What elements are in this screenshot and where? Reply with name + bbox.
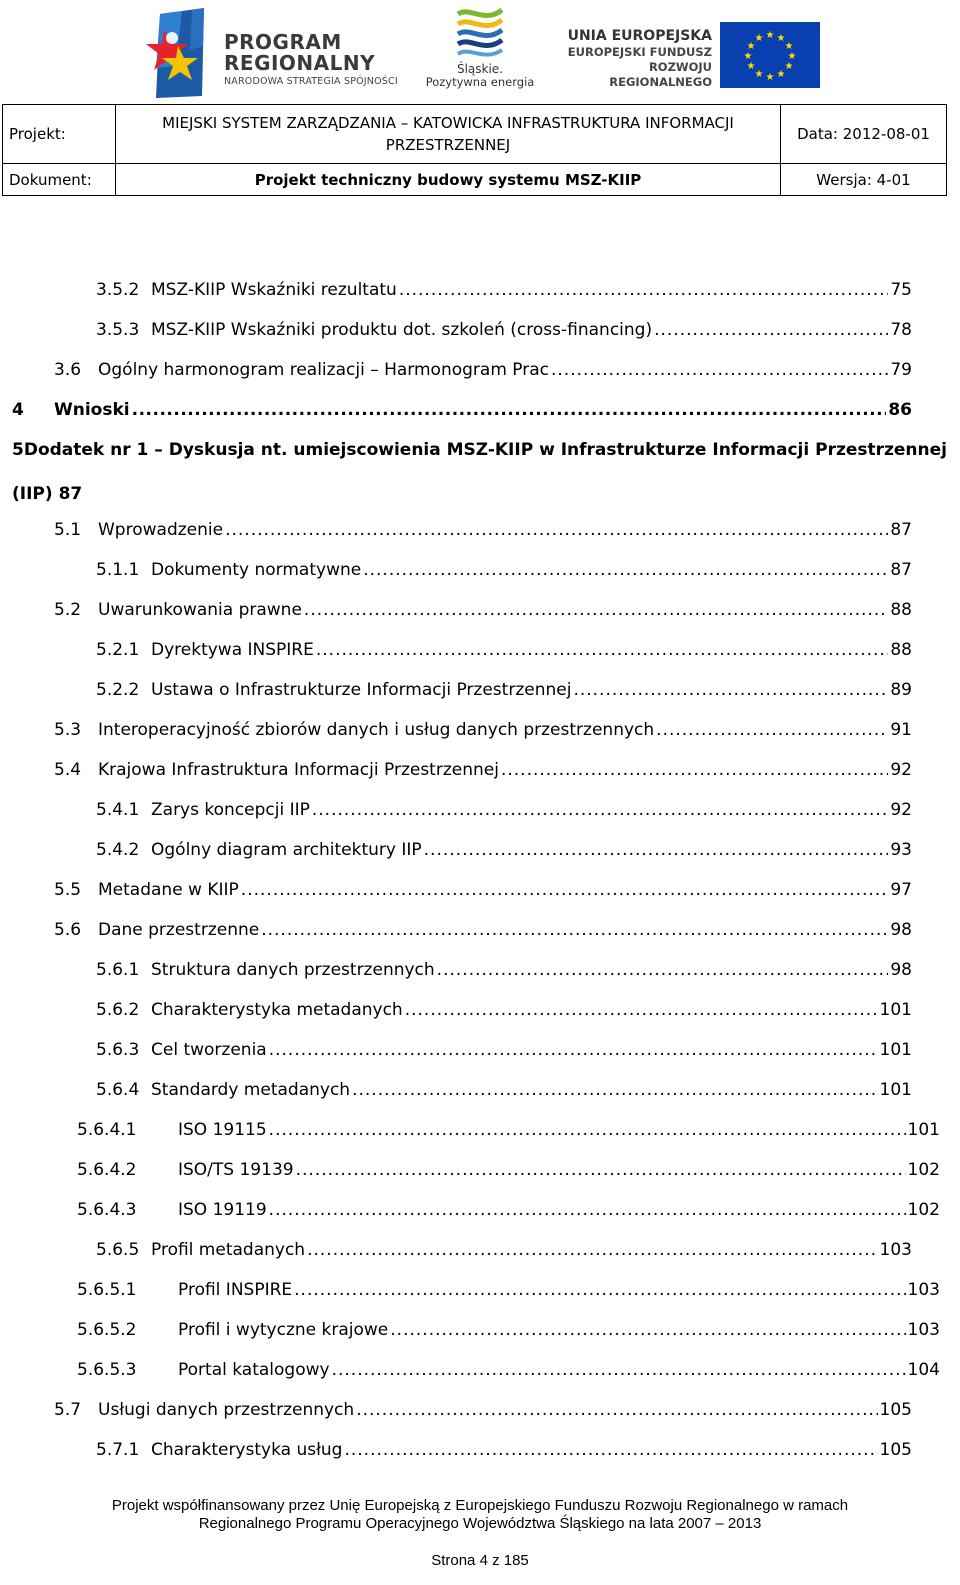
- toc-title: Profil INSPIRE: [178, 1280, 293, 1300]
- toc-title: Zarys koncepcji IIP: [151, 800, 310, 820]
- version-cell: Wersja: 4-01: [781, 164, 947, 196]
- toc-page: 87: [890, 560, 912, 580]
- toc-number: 3.6: [54, 360, 82, 380]
- toc-leader: [241, 880, 889, 900]
- toc-page: 98: [890, 960, 912, 980]
- toc-number: 5.2: [54, 600, 82, 620]
- toc-leader: [269, 1040, 878, 1060]
- toc-entry[interactable]: [96, 1080, 912, 1110]
- toc-title: Uwarunkowania prawne: [98, 600, 302, 620]
- toc-entry[interactable]: [96, 1000, 912, 1030]
- toc-entry[interactable]: [96, 560, 912, 590]
- toc-leader: [312, 800, 888, 820]
- toc-entry[interactable]: [54, 360, 912, 390]
- toc-title: Ogólny harmonogram realizacji – Harmonogram Prac: [98, 360, 549, 380]
- toc-entry[interactable]: [77, 1280, 940, 1310]
- document-header-table: [2, 104, 947, 196]
- slaskie-name: Śląskie.: [456, 62, 504, 76]
- program-line: PROGRAM: [224, 30, 342, 54]
- toc-page: 105: [879, 1440, 912, 1460]
- toc-title: ISO 19115: [178, 1120, 267, 1140]
- toc-page: 87: [890, 520, 912, 540]
- toc-leader: [573, 680, 888, 700]
- toc-page: 97: [890, 880, 912, 900]
- toc-number: 5.3: [54, 720, 82, 740]
- toc-entry[interactable]: [96, 1240, 912, 1270]
- toc-title: Ustawa o Infrastrukturze Informacji Przestrzennej: [151, 680, 572, 700]
- toc-page: 101: [879, 1080, 912, 1100]
- toc-leader: [316, 640, 888, 660]
- toc-title: Struktura danych przestrzennych: [151, 960, 435, 980]
- toc-number: 5.1.1: [96, 560, 140, 580]
- project-label: Projekt:: [3, 105, 116, 164]
- toc-page: 91: [890, 720, 912, 740]
- toc-number: 5: [12, 440, 24, 460]
- toc-leader: [296, 1160, 906, 1180]
- toc-number: 5.6.5.3: [77, 1360, 137, 1380]
- toc-leader: [551, 360, 888, 380]
- svg-text:★: ★: [746, 61, 756, 72]
- toc-entry[interactable]: [77, 1120, 940, 1150]
- toc-page: 92: [890, 800, 912, 820]
- toc-title: ISO/TS 19139: [178, 1160, 294, 1180]
- toc-leader: [437, 960, 889, 980]
- svg-text:★: ★: [784, 61, 794, 72]
- toc-leader: [269, 1200, 906, 1220]
- toc-page: 88: [890, 600, 912, 620]
- program-regionalny-logo: [142, 6, 407, 98]
- toc-title: Wprowadzenie: [98, 520, 224, 540]
- toc-entry[interactable]: [96, 280, 912, 310]
- eu-logo: [552, 22, 827, 92]
- toc-leader: [356, 1400, 877, 1420]
- toc-page: 75: [890, 280, 912, 300]
- toc-entry[interactable]: [54, 720, 912, 750]
- toc-leader: [344, 1440, 877, 1460]
- toc-entry[interactable]: [96, 640, 912, 670]
- toc-number: 5.4.2: [96, 840, 140, 860]
- toc-page: 103: [907, 1280, 940, 1300]
- toc-title: Krajowa Infrastruktura Informacji Przestrzennej: [98, 760, 499, 780]
- toc-leader: [399, 280, 889, 300]
- toc-leader: [304, 600, 888, 620]
- toc-title: Portal katalogowy: [178, 1360, 330, 1380]
- toc-title: MSZ-KIIP Wskaźniki rezultatu: [151, 280, 397, 300]
- svg-text:★: ★: [754, 33, 764, 44]
- toc-number: 5.6.5: [96, 1240, 140, 1260]
- funding-footer: [0, 1497, 960, 1533]
- toc-number: 5.6.5.1: [77, 1280, 137, 1300]
- date-cell: Data: 2012-08-01: [781, 105, 947, 164]
- toc-leader: [656, 720, 888, 740]
- document-label: Dokument:: [3, 164, 116, 196]
- toc-number: 4: [12, 400, 24, 420]
- toc-title: Metadane w KIIP: [98, 880, 239, 900]
- logo-band: [0, 0, 960, 104]
- toc-entry[interactable]: [54, 920, 912, 950]
- toc-number: 5.7.1: [96, 1440, 140, 1460]
- toc-number: 5.6.4.3: [77, 1200, 137, 1220]
- toc-title: ISO 19119: [178, 1200, 267, 1220]
- strategy-line: NARODOWA STRATEGIA SPÓJNOŚCI: [224, 76, 398, 87]
- toc-title: Usługi danych przestrzennych: [98, 1400, 355, 1420]
- page-number: Strona 4 z 185: [431, 1552, 529, 1569]
- toc-entry[interactable]: [77, 1160, 940, 1190]
- toc-number: 5.6.2: [96, 1000, 140, 1020]
- toc-page: 102: [907, 1160, 940, 1180]
- svg-text:★: ★: [787, 51, 797, 62]
- svg-text:★: ★: [743, 51, 753, 62]
- svg-text:★: ★: [765, 30, 775, 41]
- toc-leader: [363, 560, 888, 580]
- toc-number: 5.6.4: [96, 1080, 140, 1100]
- toc-leader: [261, 920, 888, 940]
- toc-page: 89: [890, 680, 912, 700]
- toc-title: Dokumenty normatywne: [151, 560, 362, 580]
- toc-page: 88: [890, 640, 912, 660]
- toc-entry[interactable]: [96, 960, 912, 990]
- toc-title: Standardy metadanych: [151, 1080, 351, 1100]
- toc-leader: [269, 1120, 906, 1140]
- eu-line1: UNIA EUROPEJSKA: [567, 28, 712, 44]
- toc-number: 5.6: [54, 920, 82, 940]
- toc-page: 103: [879, 1240, 912, 1260]
- toc-title: Ogólny diagram architektury IIP: [151, 840, 422, 860]
- toc-title: Dane przestrzenne: [98, 920, 260, 940]
- toc-number: 5.6.5.2: [77, 1320, 137, 1340]
- toc-title: Charakterystyka metadanych: [151, 1000, 403, 1020]
- toc-page: 101: [879, 1040, 912, 1060]
- footer-line-1: Projekt współfinansowany przez Unię Europejską z Europejskiego Funduszu Rozwoju Regionalnego w ramach: [111, 1497, 849, 1514]
- toc-entry[interactable]: [96, 840, 912, 870]
- toc-page: 104: [907, 1360, 940, 1380]
- slaskie-logo: [425, 4, 535, 98]
- toc-page: 105: [879, 1400, 912, 1420]
- toc-entry[interactable]: [54, 600, 912, 630]
- toc-page: 92: [890, 760, 912, 780]
- toc-page: 78: [890, 320, 912, 340]
- toc-leader: [501, 760, 888, 780]
- toc-entry[interactable]: [54, 1400, 912, 1430]
- toc-title: Charakterystyka usług: [151, 1440, 343, 1460]
- toc-leader: [225, 520, 888, 540]
- toc-entry[interactable]: [96, 680, 912, 710]
- toc-number: 3.5.2: [96, 280, 140, 300]
- program-regionalny-emblem-icon: [142, 6, 224, 98]
- toc-entry[interactable]: [77, 1320, 940, 1350]
- toc-entry-continuation: (IIP) 87: [12, 484, 83, 504]
- toc-title: Profil metadanych: [151, 1240, 306, 1260]
- toc-leader: [332, 1360, 906, 1380]
- toc-title: Dodatek nr 1 – Dyskusja nt. umiejscowienia MSZ-KIIP w Infrastrukturze Informacji Przestrzennej: [23, 440, 947, 460]
- eu-line3: ROZWOJU REGIONALNEGO: [609, 60, 712, 89]
- toc-number: 5.1: [54, 520, 82, 540]
- slaskie-tagline: Pozytywna energia: [425, 75, 535, 89]
- toc-leader: [405, 1000, 878, 1020]
- toc-entry[interactable]: [96, 320, 912, 350]
- toc-leader: [294, 1280, 905, 1300]
- regionalny-line: REGIONALNY: [224, 51, 376, 75]
- slaskie-waves-icon: [450, 4, 510, 62]
- toc-page: 79: [890, 360, 912, 380]
- toc-page: 102: [907, 1200, 940, 1220]
- toc-number: 5.6.4.1: [77, 1120, 137, 1140]
- toc-entry[interactable]: [77, 1200, 940, 1230]
- toc-title: Dyrektywa INSPIRE: [151, 640, 314, 660]
- toc-number: 5.6.1: [96, 960, 140, 980]
- toc-title: Cel tworzenia: [151, 1040, 267, 1060]
- toc-title: Profil i wytyczne krajowe: [178, 1320, 389, 1340]
- svg-text:★: ★: [784, 41, 794, 52]
- toc-leader: [390, 1320, 905, 1340]
- toc-title: MSZ-KIIP Wskaźniki produktu dot. szkoleń (cross-financing): [151, 320, 653, 340]
- toc-entry[interactable]: [96, 800, 912, 830]
- toc-entry[interactable]: [54, 760, 912, 790]
- svg-text:★: ★: [754, 69, 764, 80]
- toc-page: 103: [907, 1320, 940, 1340]
- toc-number: 5.2.2: [96, 680, 140, 700]
- toc-number: 5.4.1: [96, 800, 140, 820]
- toc-entry[interactable]: [77, 1360, 940, 1390]
- toc-page: 101: [907, 1120, 940, 1140]
- document-title: Projekt techniczny budowy systemu MSZ-KIIP: [116, 164, 781, 196]
- toc-title: Interoperacyjność zbiorów danych i usług danych przestrzennych: [98, 720, 655, 740]
- toc-entry[interactable]: [54, 880, 912, 910]
- project-title: MIEJSKI SYSTEM ZARZĄDZANIA – KATOWICKA INFRASTRUKTURA INFORMACJI PRZESTRZENNEJ: [116, 105, 781, 164]
- toc-page: 86: [888, 400, 912, 420]
- toc-entry[interactable]: [12, 400, 912, 430]
- toc-title: Wnioski: [54, 400, 130, 420]
- toc-entry[interactable]: [96, 1440, 912, 1470]
- toc-number: 5.5: [54, 880, 82, 900]
- toc-page: 93: [890, 840, 912, 860]
- footer-line-2: Regionalnego Programu Operacyjnego Województwa Śląskiego na lata 2007 – 2013: [198, 1515, 762, 1532]
- toc-leader: [654, 320, 888, 340]
- svg-text:★: ★: [765, 72, 775, 83]
- toc-number: 3.5.3: [96, 320, 140, 340]
- toc-leader: [132, 400, 887, 420]
- eu-flag-icon: [720, 22, 820, 88]
- svg-text:★: ★: [776, 69, 786, 80]
- toc-leader: [424, 840, 889, 860]
- toc-page: 101: [879, 1000, 912, 1020]
- toc-entry[interactable]: [12, 440, 947, 470]
- svg-text:★: ★: [776, 33, 786, 44]
- toc-page: 98: [890, 920, 912, 940]
- svg-text:★: ★: [746, 41, 756, 52]
- toc-number: 5.4: [54, 760, 82, 780]
- toc-number: 5.2.1: [96, 640, 140, 660]
- toc-number: 5.6.4.2: [77, 1160, 137, 1180]
- toc-number: 5.6.3: [96, 1040, 140, 1060]
- toc-leader: [352, 1080, 877, 1100]
- eu-line2: EUROPEJSKI FUNDUSZ: [567, 45, 712, 59]
- toc-number: 5.7: [54, 1400, 82, 1420]
- toc-entry[interactable]: [54, 520, 912, 550]
- toc-leader: [307, 1240, 877, 1260]
- toc-entry[interactable]: [96, 1040, 912, 1070]
